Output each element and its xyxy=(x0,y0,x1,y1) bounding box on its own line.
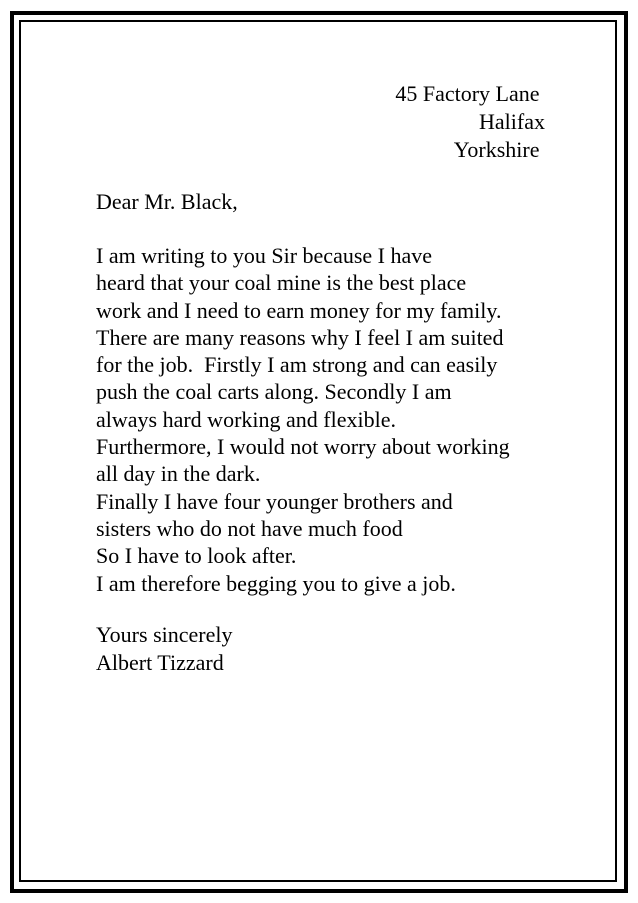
body-line: Finally I have four younger brothers and xyxy=(96,488,453,514)
valediction: Yours sincerely xyxy=(96,622,233,647)
letter-body xyxy=(96,242,510,597)
body-line: So I have to look after. xyxy=(96,543,297,569)
body-line: all day in the dark. xyxy=(96,461,261,487)
body-line: push the coal carts along. Secondly I am xyxy=(96,379,452,405)
address-line-county: Yorkshire xyxy=(453,137,545,162)
body-line: always hard working and flexible. xyxy=(96,406,396,432)
body-line: heard that your coal mine is the best place xyxy=(96,270,467,296)
body-line: for the job. Firstly I am strong and can easily xyxy=(96,352,498,378)
body-line: sisters who do not have much food xyxy=(96,515,403,541)
body-line: There are many reasons why I feel I am suited xyxy=(96,324,504,350)
address-line-town: Halifax xyxy=(479,109,545,134)
letter-closing xyxy=(96,621,232,677)
signature-name: Albert Tizzard xyxy=(96,650,224,675)
body-line: I am writing to you Sir because I have xyxy=(96,243,433,268)
body-line: I am therefore begging you to give a job. xyxy=(96,570,456,596)
sender-address xyxy=(395,80,545,164)
address-line-street: 45 Factory Lane xyxy=(395,81,545,106)
salutation: Dear Mr. Black, xyxy=(96,189,238,214)
body-line: Furthermore, I would not worry about working xyxy=(96,434,510,460)
body-line: work and I need to earn money for my family. xyxy=(96,297,502,323)
